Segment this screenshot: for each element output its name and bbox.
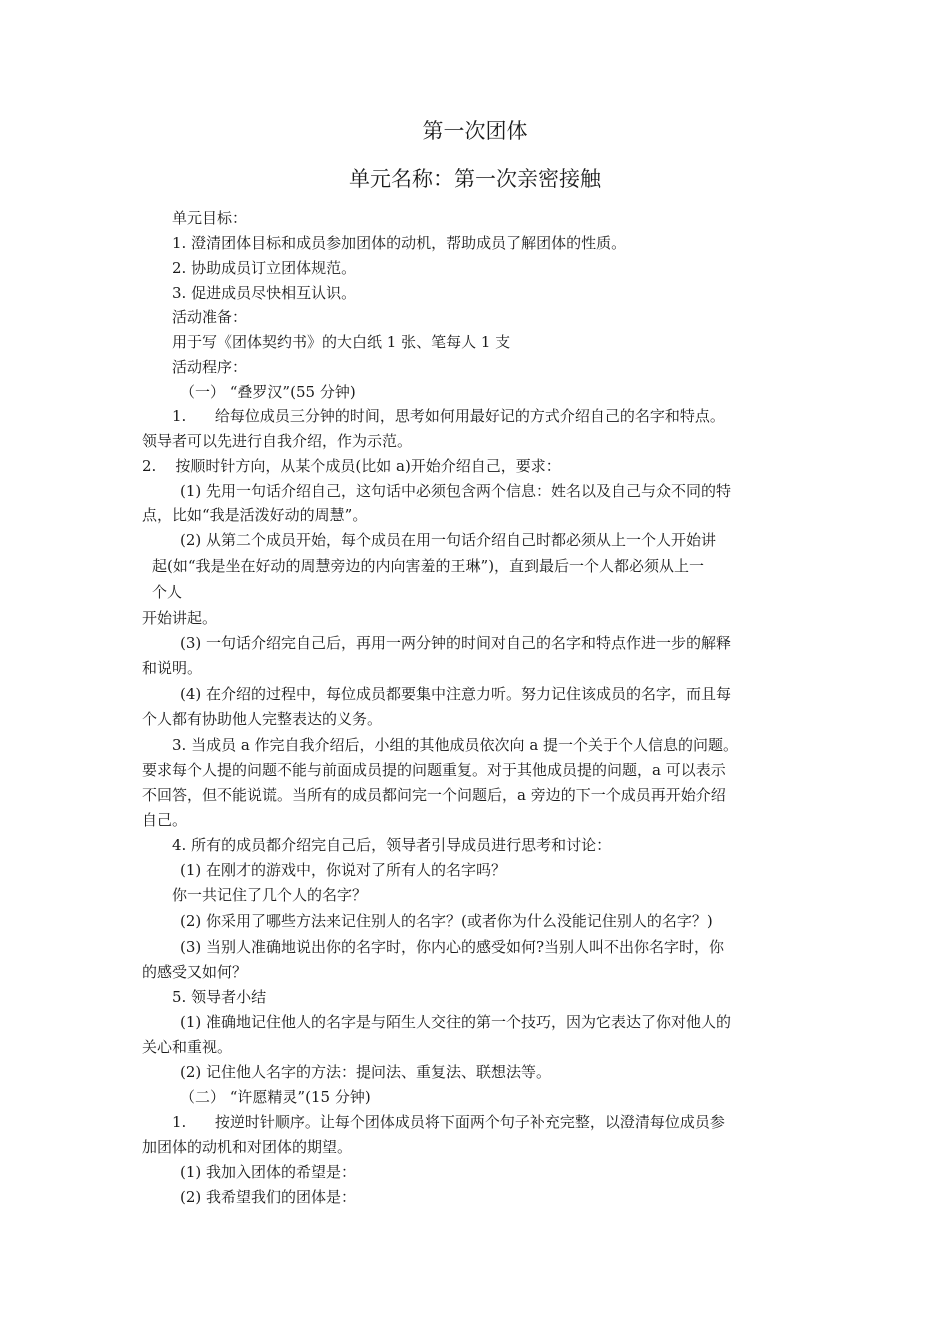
section-heading: （二） “许愿精灵”(15 分钟) bbox=[180, 1088, 371, 1106]
text-line: 1. 给每位成员三分钟的时间，思考如何用最好记的方式介绍自己的名字和特点。 bbox=[172, 407, 725, 425]
text-line: 关心和重视。 bbox=[142, 1038, 233, 1056]
text-line: 2. 协助成员订立团体规范。 bbox=[172, 259, 357, 277]
text-line: 自己。 bbox=[142, 811, 188, 829]
text-line: 个人 bbox=[152, 583, 183, 601]
text-line: 4. 所有的成员都介绍完自己后，领导者引导成员进行思考和讨论： bbox=[172, 836, 612, 854]
text-line: 3. 促进成员尽快相互认识。 bbox=[172, 284, 357, 302]
text-line: (1) 在刚才的游戏中，你说对了所有人的名字吗？ bbox=[180, 861, 507, 879]
section-heading: （一） “叠罗汉”(55 分钟) bbox=[180, 383, 356, 401]
text-line: 活动准备： bbox=[172, 308, 248, 326]
text-line: 1. 按逆时针顺序。让每个团体成员将下面两个句子补充完整，以澄清每位成员参 bbox=[172, 1113, 725, 1131]
text-line: 你一共记住了几个人的名字？ bbox=[172, 886, 368, 904]
text-line: 用于写《团体契约书》的大白纸 1 张、笔每人 1 支 bbox=[172, 333, 511, 351]
text-line: (4) 在介绍的过程中，每位成员都要集中注意力听。努力记住该成员的名字，而且每 bbox=[180, 685, 732, 703]
text-line: 加团体的动机和对团体的期望。 bbox=[142, 1138, 353, 1156]
text-line: (1) 我加入团体的希望是： bbox=[180, 1163, 357, 1181]
text-line: (2) 从第二个成员开始，每个成员在用一句话介绍自己时都必须从上一个人开始讲 bbox=[180, 531, 717, 549]
text-line: (1) 先用一句话介绍自己，这句话中必须包含两个信息：姓名以及自己与众不同的特 bbox=[180, 482, 732, 500]
text-line: 5. 领导者小结 bbox=[172, 988, 267, 1006]
unit-name-heading: 单元名称：第一次亲密接触 bbox=[349, 167, 601, 191]
text-line: 2. 按顺时针方向，从某个成员(比如 a)开始介绍自己，要求： bbox=[142, 457, 561, 475]
text-line: 领导者可以先进行自我介绍，作为示范。 bbox=[142, 432, 413, 450]
text-line: 1. 澄清团体目标和成员参加团体的动机，帮助成员了解团体的性质。 bbox=[172, 234, 627, 252]
text-line: 3. 当成员 a 作完自我介绍后，小组的其他成员依次向 a 提一个关于个人信息的问题。 bbox=[172, 736, 739, 754]
text-line: (2) 我希望我们的团体是： bbox=[180, 1188, 357, 1206]
text-line: (2) 你采用了哪些方法来记住别人的名字？(或者你为什么没能记住别人的名字？) bbox=[180, 912, 713, 930]
text-line: 的感受又如何？ bbox=[142, 963, 248, 981]
text-line: 和说明。 bbox=[142, 659, 203, 677]
text-line: (3) 当别人准确地说出你的名字时，你内心的感受如何?当别人叫不出你名字时，你 bbox=[180, 938, 725, 956]
text-line: (3) 一句话介绍完自己后，再用一两分钟的时间对自己的名字和特点作进一步的解释 bbox=[180, 634, 732, 652]
text-line: 起(如“我是坐在好动的周慧旁边的内向害羞的王琳”)，直到最后一个人都必须从上一 bbox=[152, 557, 705, 575]
text-line: 活动程序： bbox=[172, 358, 248, 376]
text-line: (2) 记住他人名字的方法：提问法、重复法、联想法等。 bbox=[180, 1063, 552, 1081]
text-line: (1) 准确地记住他人的名字是与陌生人交往的第一个技巧，因为它表达了你对他人的 bbox=[180, 1013, 732, 1031]
text-line: 点，比如“我是活泼好动的周慧”。 bbox=[142, 506, 368, 524]
text-line: 单元目标： bbox=[172, 209, 248, 227]
text-line: 要求每个人提的问题不能与前面成员提的问题重复。对于其他成员提的问题，a 可以表示 bbox=[142, 761, 726, 779]
text-line: 不回答，但不能说谎。当所有的成员都问完一个问题后，a 旁边的下一个成员再开始介绍 bbox=[142, 786, 726, 804]
text-line: 开始讲起。 bbox=[142, 609, 218, 627]
document-title: 第一次团体 bbox=[422, 119, 528, 143]
text-line: 个人都有协助他人完整表达的义务。 bbox=[142, 710, 383, 728]
